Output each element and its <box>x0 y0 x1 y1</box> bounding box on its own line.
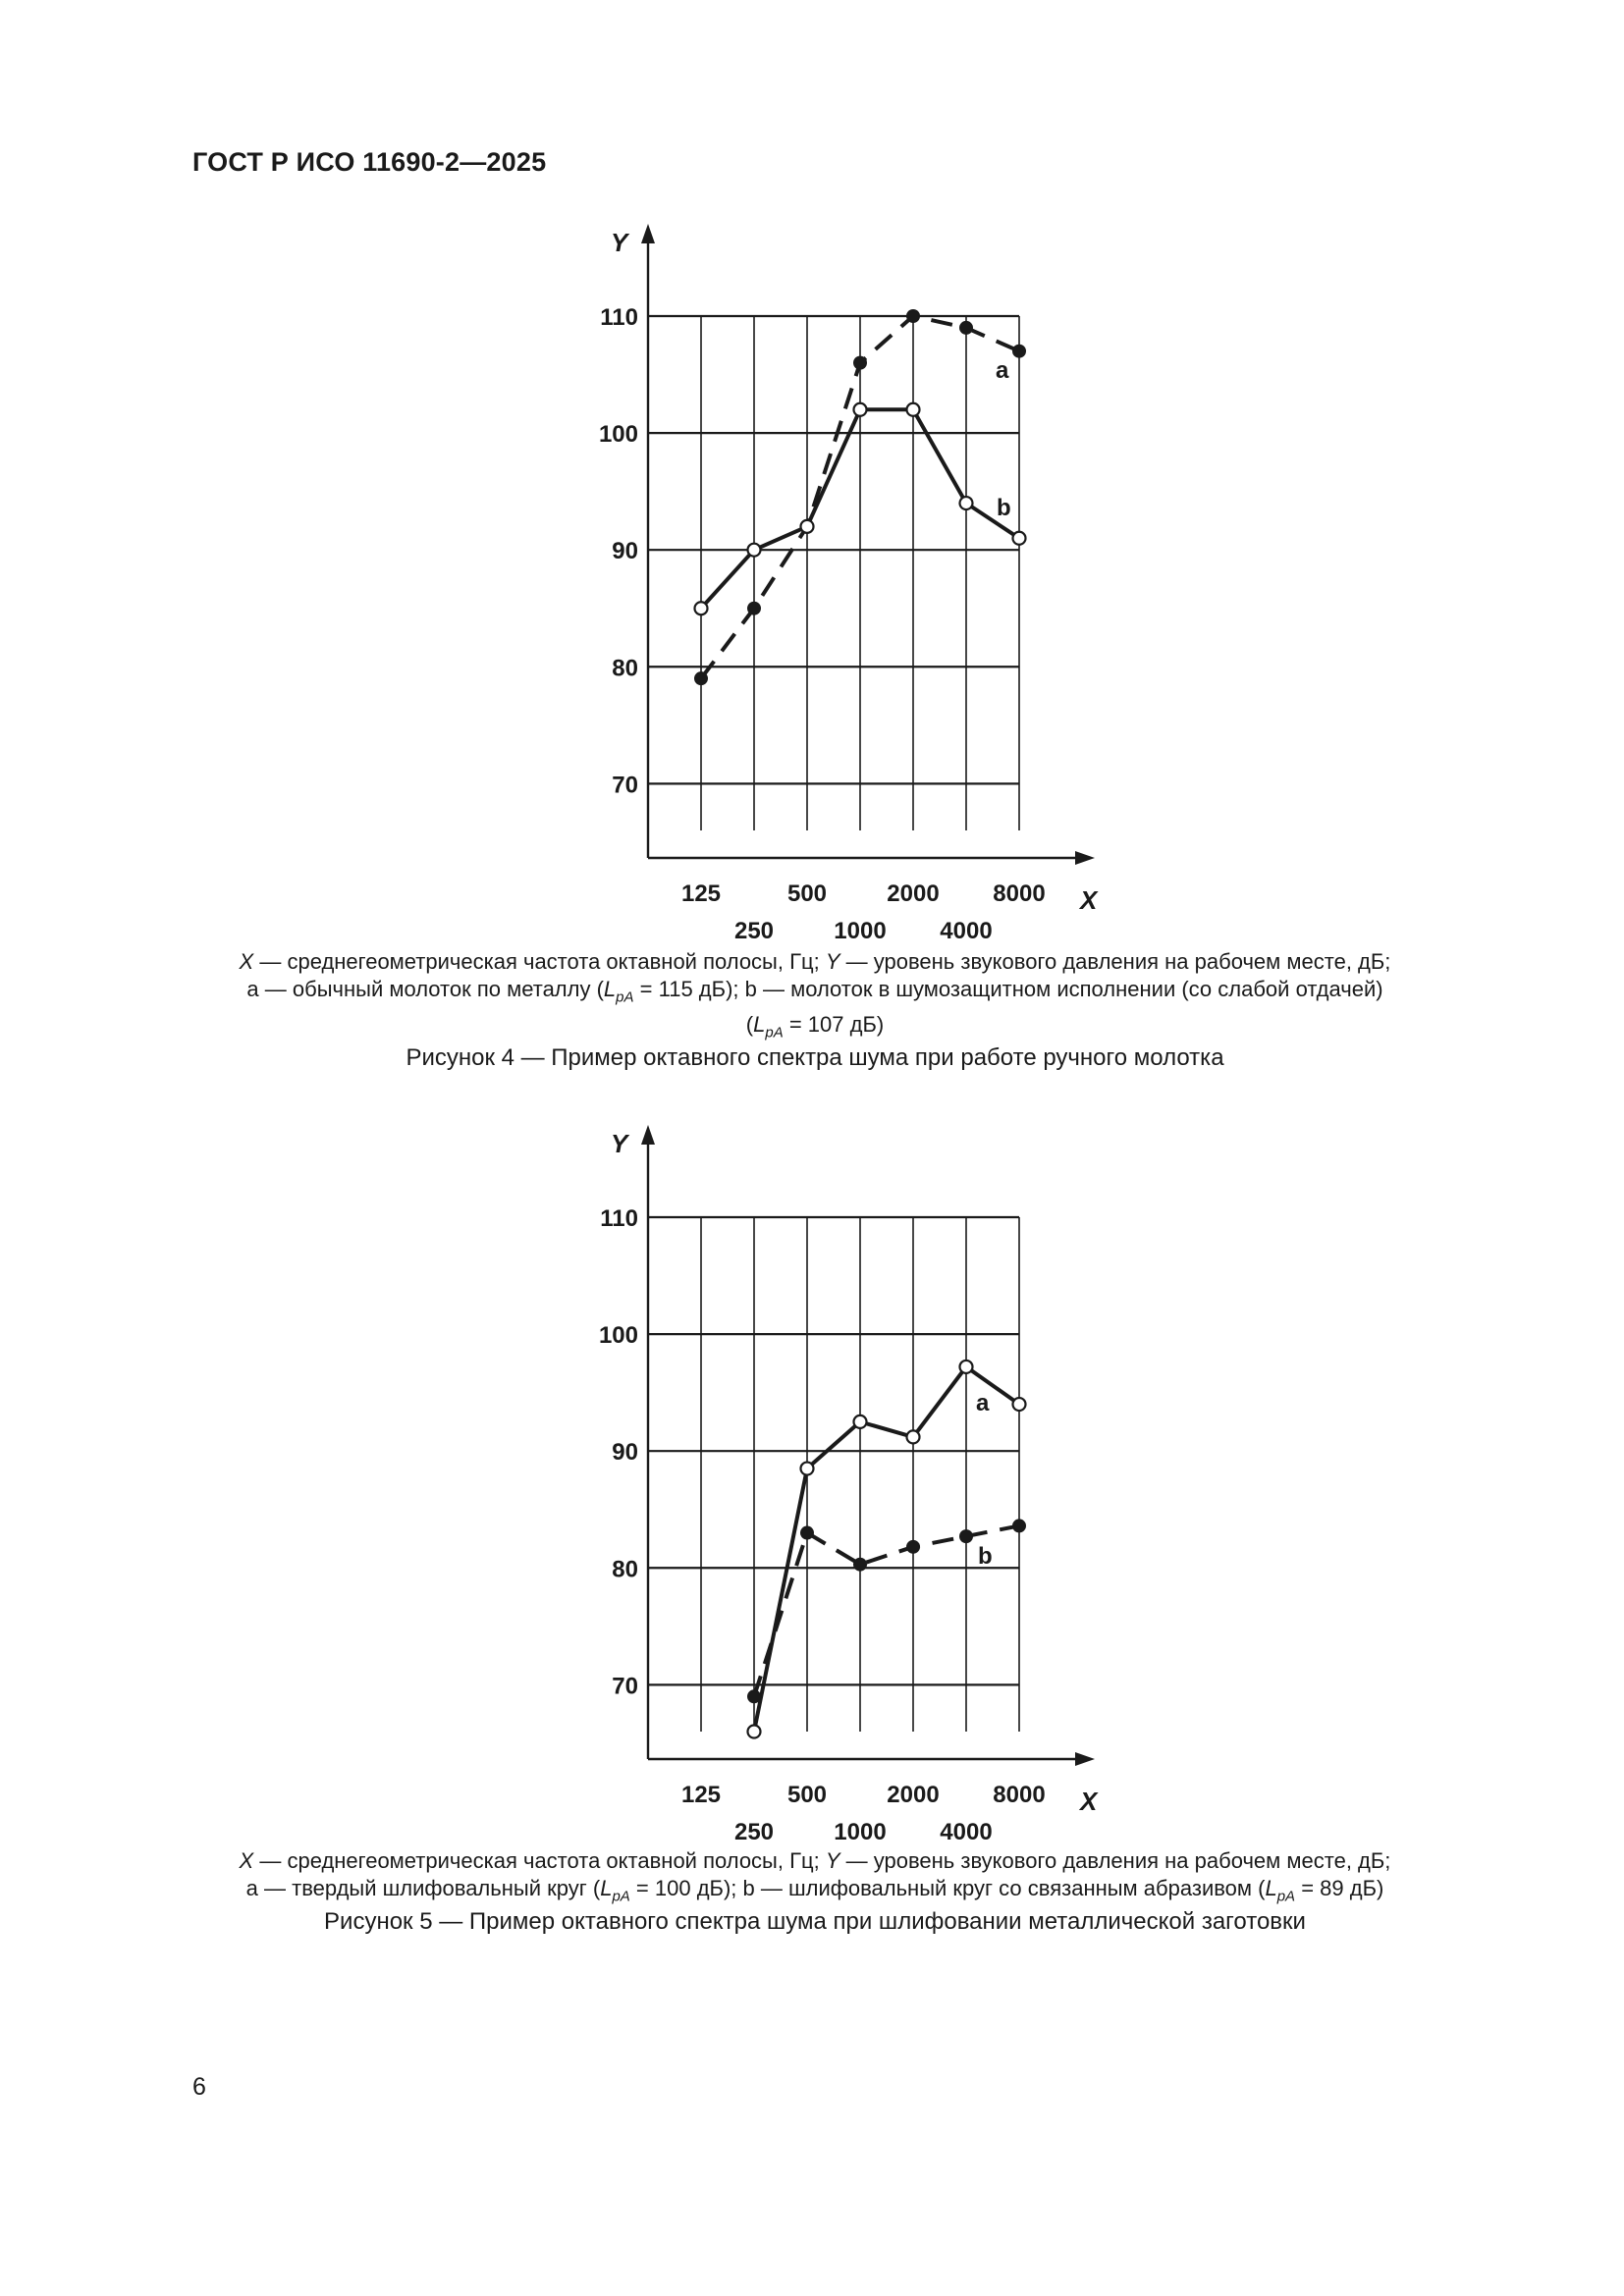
point-marker-b <box>695 602 708 614</box>
figure-5-caption: Рисунок 5 — Пример октавного спектра шума при шлифовании металлической заготовки <box>324 1908 1306 1935</box>
lpa-subscript: pA <box>616 988 634 1006</box>
legend-b-prefix: b — молоток в шумозащитном исполнении (со слабой отдачей) <box>744 977 1383 1001</box>
x-axis-arrow <box>1075 851 1095 865</box>
point-marker-a <box>694 671 708 685</box>
series-label-a: a <box>996 357 1009 384</box>
point-marker-b <box>748 544 761 557</box>
y-tick-label: 70 <box>612 1673 638 1700</box>
point-marker-a <box>959 321 973 335</box>
point-marker-b <box>959 1529 973 1543</box>
page-number: 6 <box>192 2073 206 2101</box>
figure-5-svg <box>550 1119 1100 1845</box>
point-marker-b <box>1012 1519 1026 1532</box>
point-marker-a <box>907 1430 920 1443</box>
figure-5-legend <box>196 1847 1434 1910</box>
point-marker-a <box>853 356 867 370</box>
y-tick-label: 110 <box>600 1205 638 1232</box>
legend-b-prefix: b — шлифовальный круг со связанным абразивом ( <box>742 1876 1266 1900</box>
legend-line-2 <box>196 1875 1434 1910</box>
legend-y-text: — уровень звукового давления на рабочем месте, дБ; <box>839 949 1391 974</box>
y-tick-label: 90 <box>612 1439 638 1467</box>
y-tick-label: 100 <box>598 421 638 449</box>
series-label-b: b <box>978 1543 993 1570</box>
point-marker-b <box>800 1526 814 1540</box>
x-tick-label: 1000 <box>834 1819 887 1845</box>
point-marker-a <box>747 602 761 615</box>
point-marker-a <box>1012 345 1026 358</box>
point-marker-b <box>1013 532 1026 545</box>
legend-a-value: = 115 дБ); <box>633 977 745 1001</box>
grid <box>648 316 1019 830</box>
figure-4-chart <box>550 218 1100 944</box>
point-marker-b <box>853 1558 867 1572</box>
point-marker-b <box>854 403 867 416</box>
lpa-symbol: L <box>600 1876 613 1900</box>
y-axis-arrow <box>641 224 655 243</box>
legend-b-value: = 89 дБ) <box>1295 1876 1384 1900</box>
figure-4-legend <box>196 948 1434 1047</box>
point-marker-a <box>748 1726 761 1738</box>
legend-line-2 <box>196 976 1434 1011</box>
legend-y-letter: Y <box>825 1848 840 1873</box>
x-axis-arrow <box>1075 1752 1095 1766</box>
lpa-subscript: pA <box>1276 1888 1296 1905</box>
point-marker-a <box>906 309 920 323</box>
y-tick-label: 100 <box>598 1322 638 1350</box>
figure-4-caption: Рисунок 4 — Пример октавного спектра шума при работе ручного молотка <box>406 1044 1224 1071</box>
legend-y-text: — уровень звукового давления на рабочем месте, дБ; <box>839 1848 1391 1873</box>
y-tick-label: 80 <box>612 1556 638 1583</box>
x-axis-letter: X <box>1080 1787 1098 1816</box>
y-axis-letter: Y <box>611 1129 628 1158</box>
point-marker-a <box>960 1361 973 1373</box>
x-tick-label: 2000 <box>887 1782 940 1808</box>
x-axis-letter: X <box>1080 885 1098 915</box>
x-tick-label: 8000 <box>993 881 1046 907</box>
point-marker-b <box>747 1689 761 1703</box>
lpa-subscript: pA <box>612 1888 630 1905</box>
legend-a-value: = 100 дБ); <box>629 1876 743 1900</box>
legend-line-3 <box>196 1011 1434 1046</box>
x-tick-label: 1000 <box>834 918 887 944</box>
point-marker-b <box>960 497 973 509</box>
y-axis-letter: Y <box>611 228 628 257</box>
x-tick-label: 4000 <box>940 918 993 944</box>
x-tick-label: 125 <box>680 1782 722 1808</box>
legend-a-prefix: a — обычный молоток по металлу ( <box>246 977 604 1001</box>
x-tick-label: 250 <box>733 1819 775 1845</box>
lpa-subscript: pA <box>765 1024 784 1041</box>
legend-y-letter: Y <box>825 949 840 974</box>
grid <box>648 1217 1019 1732</box>
lpa-symbol: L <box>753 1012 766 1038</box>
point-marker-a <box>801 1463 814 1475</box>
legend-x-letter: X <box>239 949 254 974</box>
legend-x-letter: X <box>239 1848 254 1873</box>
point-marker-b <box>906 1540 920 1554</box>
point-marker-a <box>854 1415 867 1428</box>
y-axis-arrow <box>641 1125 655 1145</box>
x-tick-label: 250 <box>733 918 775 944</box>
legend-x-text: — среднегеометрическая частота октавной полосы, Гц; <box>253 949 826 974</box>
legend-line-1 <box>196 948 1434 976</box>
point-marker-a <box>1013 1398 1026 1411</box>
series-label-b: b <box>997 495 1011 521</box>
legend-x-text: — среднегеометрическая частота октавной полосы, Гц; <box>253 1848 826 1873</box>
x-tick-label: 500 <box>786 881 828 907</box>
legend-line-1 <box>196 1847 1434 1875</box>
y-tick-label: 70 <box>612 772 638 799</box>
lpa-symbol: L <box>1265 1876 1277 1900</box>
point-marker-b <box>801 520 814 533</box>
legend-b-value: = 107 дБ) <box>783 1012 885 1038</box>
lpa-symbol: L <box>603 977 617 1001</box>
x-tick-label: 500 <box>786 1782 828 1808</box>
y-tick-label: 90 <box>612 538 638 565</box>
y-tick-label: 80 <box>612 655 638 682</box>
y-tick-label: 110 <box>600 304 638 331</box>
x-tick-label: 2000 <box>887 881 940 907</box>
point-marker-b <box>907 403 920 416</box>
legend-a-prefix: a — твердый шлифовальный круг ( <box>245 1876 601 1900</box>
legend-b-open: ( <box>745 1012 754 1038</box>
series-label-a: a <box>976 1390 990 1416</box>
figure-5-chart <box>550 1119 1100 1845</box>
figure-4-svg <box>550 218 1100 944</box>
x-tick-label: 8000 <box>993 1782 1046 1808</box>
document-header: ГОСТ Р ИСО 11690-2—2025 <box>192 147 547 177</box>
x-tick-label: 4000 <box>940 1819 993 1845</box>
x-tick-label: 125 <box>680 881 722 907</box>
